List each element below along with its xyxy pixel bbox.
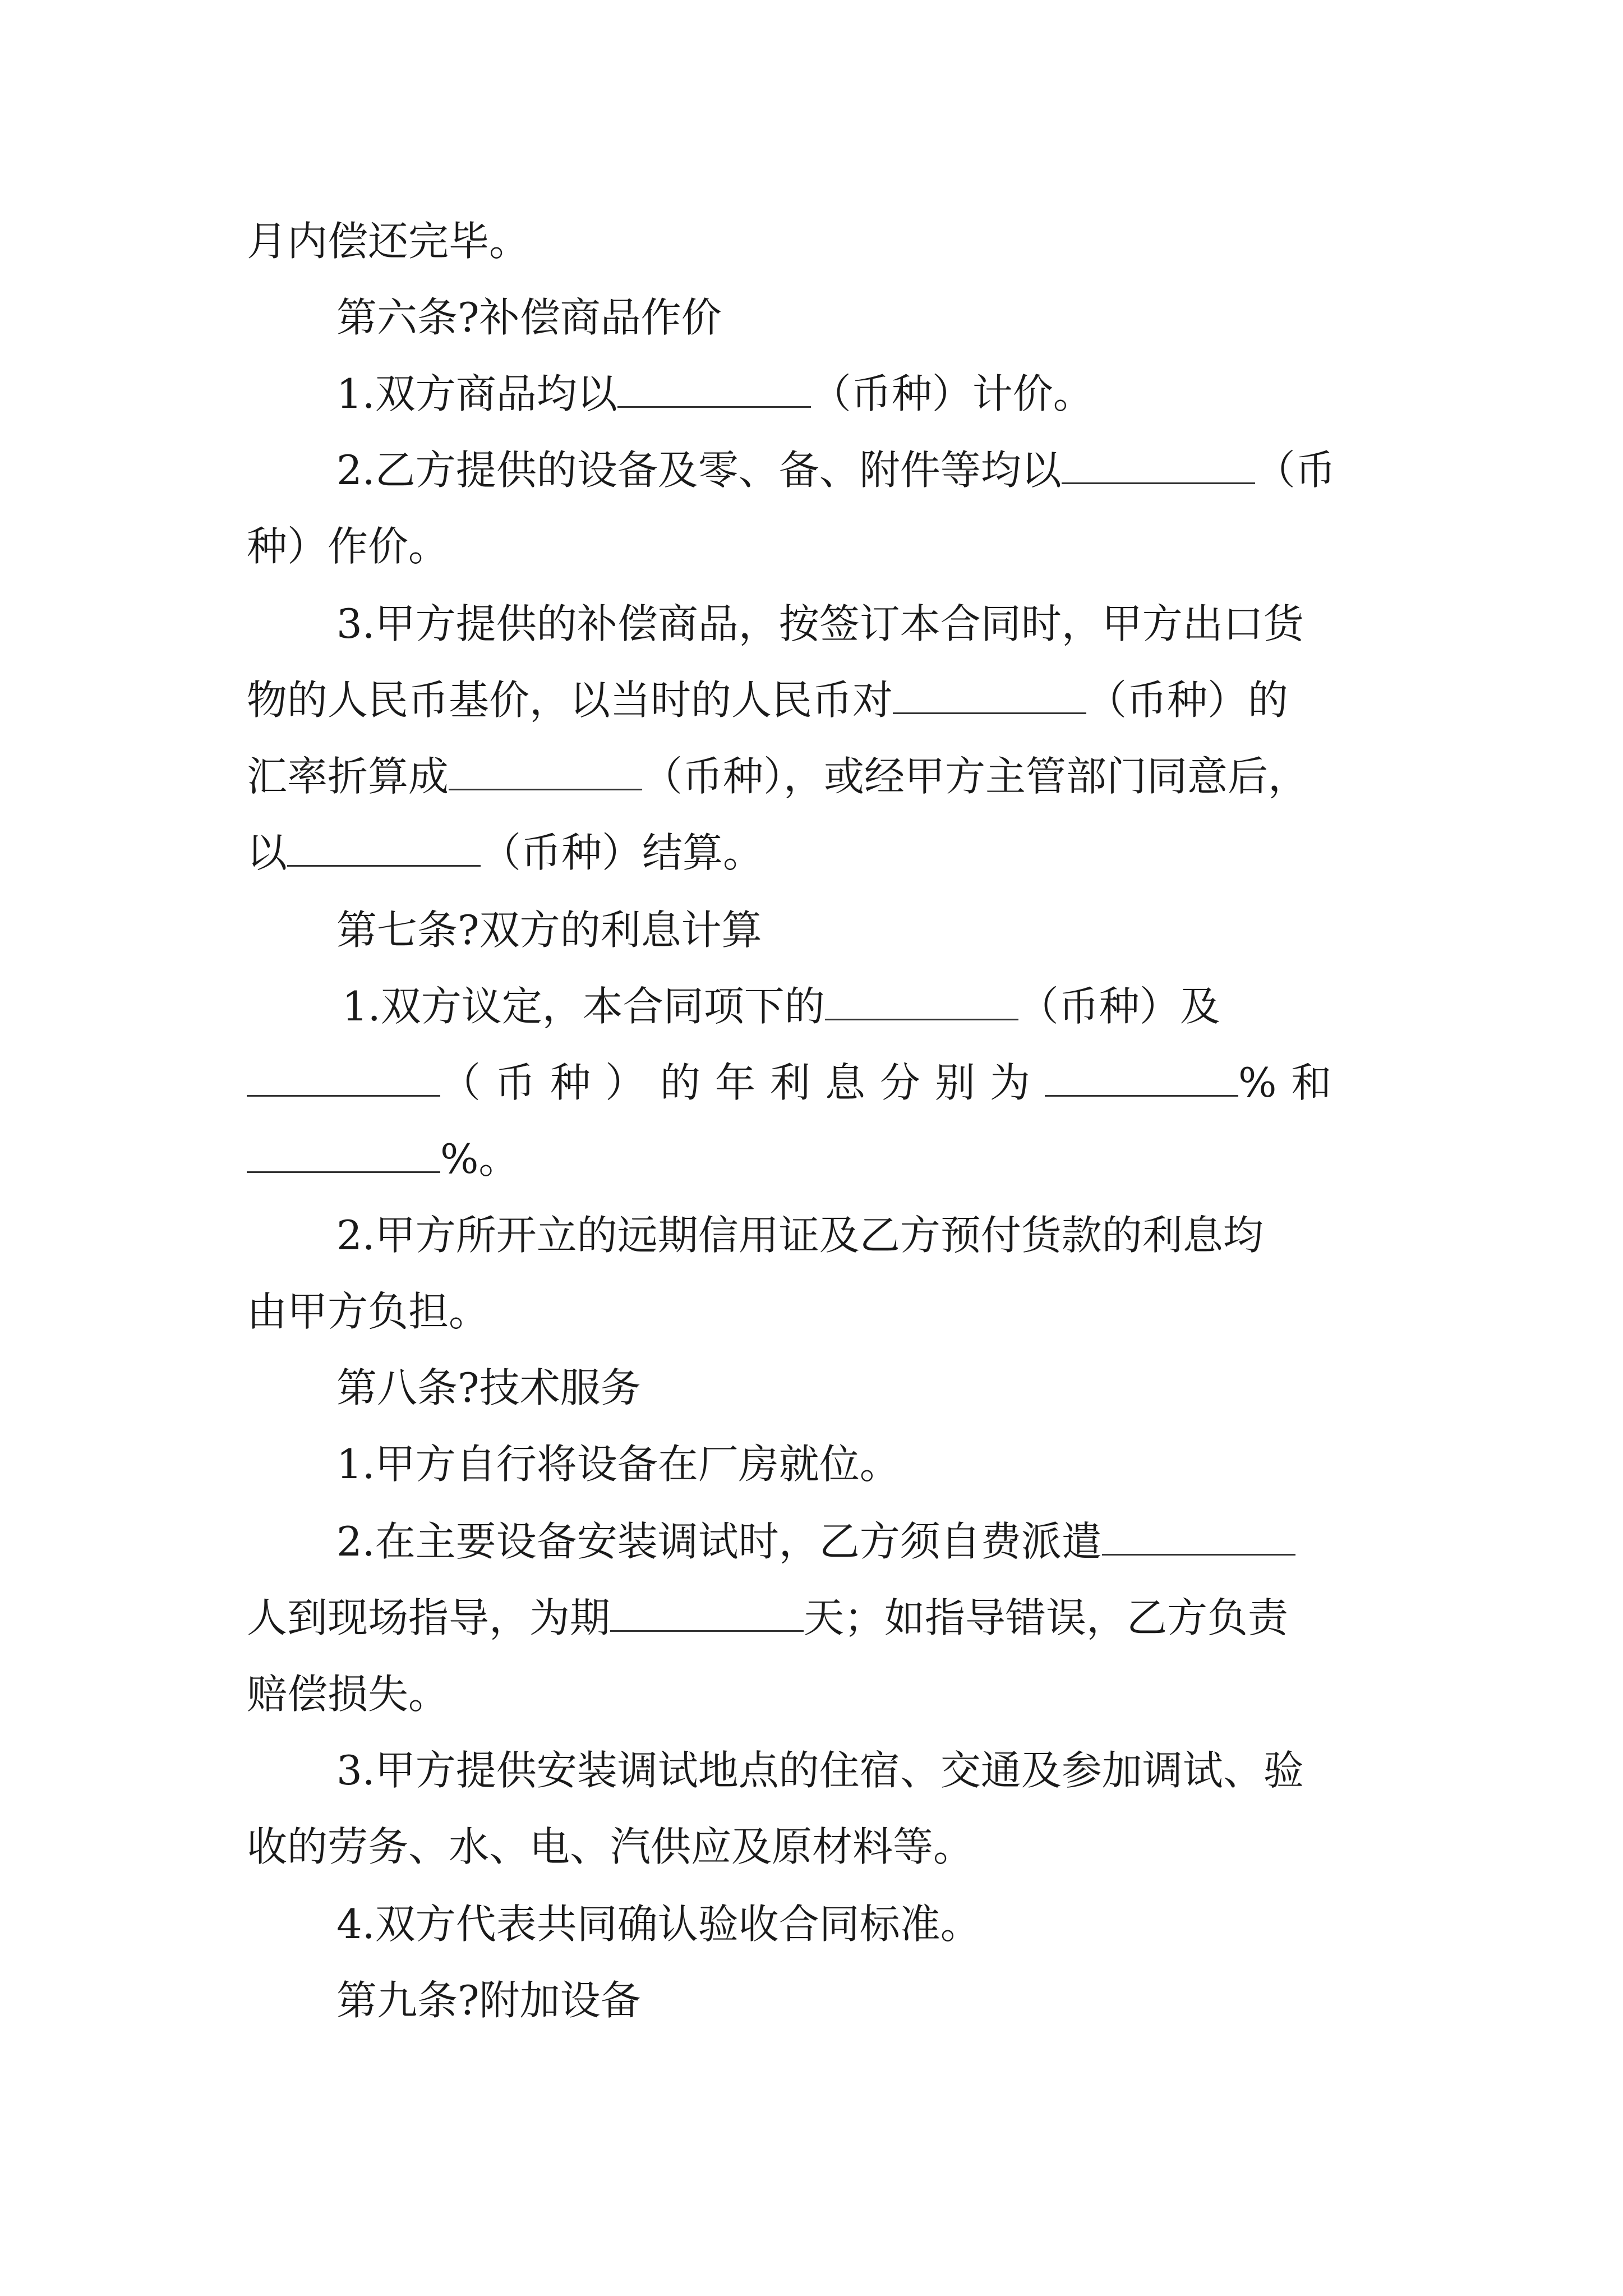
fill-in-blank xyxy=(247,1062,440,1097)
text-segment: 汇率折算成 xyxy=(247,753,449,800)
text-segment: 2.乙方提供的设备及零、备、附件等均以 xyxy=(336,447,1062,494)
text-segment: （币种）及 xyxy=(1018,983,1220,1030)
text-segment: （币 xyxy=(1255,447,1336,494)
text-line: 月内偿还完毕。 xyxy=(247,218,530,265)
article-8-item-2-line3 xyxy=(247,1656,1380,1733)
text-segment: 种）作价。 xyxy=(247,523,449,570)
text-segment: 人到现场指导，为期 xyxy=(247,1594,611,1641)
text-segment: 由甲方负担。 xyxy=(247,1288,490,1335)
article-7-title xyxy=(247,892,1380,969)
heading-text: 第七条?双方的利息计算 xyxy=(336,907,762,954)
text-segment: 4.双方代表共同确认验收合同标准。 xyxy=(336,1901,981,1948)
article-6-item-2-cont xyxy=(247,508,1380,585)
article-8-item-3 xyxy=(247,1732,1380,1809)
text-segment: 2.在主要设备安装调试时，乙方须自费派遣 xyxy=(336,1518,1102,1565)
article-9-title xyxy=(247,1962,1380,2039)
text-segment: 物的人民币基价，以当时的人民币对 xyxy=(247,677,893,724)
fill-in-blank xyxy=(617,374,811,408)
text-segment: 收的劳务、水、电、汽供应及原材料等。 xyxy=(247,1823,974,1870)
text-segment: 3.甲方提供的补偿商品，按签订本合同时，甲方出口货 xyxy=(336,600,1304,647)
heading-text: 第八条?技术服务 xyxy=(336,1364,641,1411)
paragraph-continuation xyxy=(247,203,1380,280)
text-segment: 1.双方商品均以 xyxy=(336,370,617,417)
text-segment: 3.甲方提供安装调试地点的住宿、交通及参加调试、验 xyxy=(336,1747,1304,1794)
article-6-item-3-line2 xyxy=(247,662,1380,739)
heading-text: 第六条?补偿商品作价 xyxy=(336,294,722,341)
article-6-title xyxy=(247,279,1380,356)
article-7-item-2 xyxy=(247,1197,1380,1274)
fill-in-blank xyxy=(287,832,481,867)
text-segment: （币种）计价。 xyxy=(810,370,1094,417)
text-segment: （币种）结算。 xyxy=(481,829,764,876)
fill-in-blank xyxy=(825,986,1018,1020)
text-segment: 以 xyxy=(247,829,288,876)
text-segment: （币种），或经甲方主管部门同意后， xyxy=(642,753,1309,800)
text-segment: %和 xyxy=(1238,1059,1347,1106)
article-6-item-1 xyxy=(247,356,1380,432)
heading-text: 第九条?附加设备 xyxy=(336,1977,641,2024)
fill-in-blank xyxy=(893,680,1086,714)
text-segment: 1.甲方自行将设备在厂房就位。 xyxy=(336,1441,900,1488)
article-6-item-3 xyxy=(247,586,1380,662)
article-8-item-2 xyxy=(247,1503,1380,1580)
article-7-item-1-line3 xyxy=(247,1121,1380,1198)
text-segment: %。 xyxy=(440,1135,519,1182)
article-7-item-1 xyxy=(247,968,1380,1045)
text-segment: 1.双方议定，本合同项下的 xyxy=(342,983,825,1030)
text-segment: （币种）的年利息分别为 xyxy=(440,1059,1045,1106)
fill-in-blank xyxy=(247,1139,440,1173)
fill-in-blank xyxy=(1062,450,1255,484)
text-segment: （币种）的 xyxy=(1086,677,1289,724)
fill-in-blank xyxy=(1102,1521,1295,1556)
text-segment: 赔偿损失。 xyxy=(247,1671,449,1718)
fill-in-blank xyxy=(449,756,642,790)
article-7-item-1-line2 xyxy=(247,1045,1380,1121)
article-8-item-2-line2 xyxy=(247,1580,1380,1657)
article-8-title xyxy=(247,1350,1380,1427)
text-segment: 2.甲方所开立的远期信用证及乙方预付货款的利息均 xyxy=(336,1212,1264,1259)
fill-in-blank xyxy=(610,1598,804,1632)
article-8-item-4 xyxy=(247,1886,1380,1963)
article-6-item-2 xyxy=(247,432,1380,509)
article-8-item-1 xyxy=(247,1426,1380,1503)
article-6-item-3-line4 xyxy=(247,815,1380,891)
article-7-item-2-cont xyxy=(247,1273,1380,1350)
article-6-item-3-line3 xyxy=(247,738,1380,815)
text-segment: 天；如指导错误，乙方负责 xyxy=(804,1594,1289,1641)
fill-in-blank xyxy=(1045,1062,1238,1097)
article-8-item-3-cont xyxy=(247,1809,1380,1885)
